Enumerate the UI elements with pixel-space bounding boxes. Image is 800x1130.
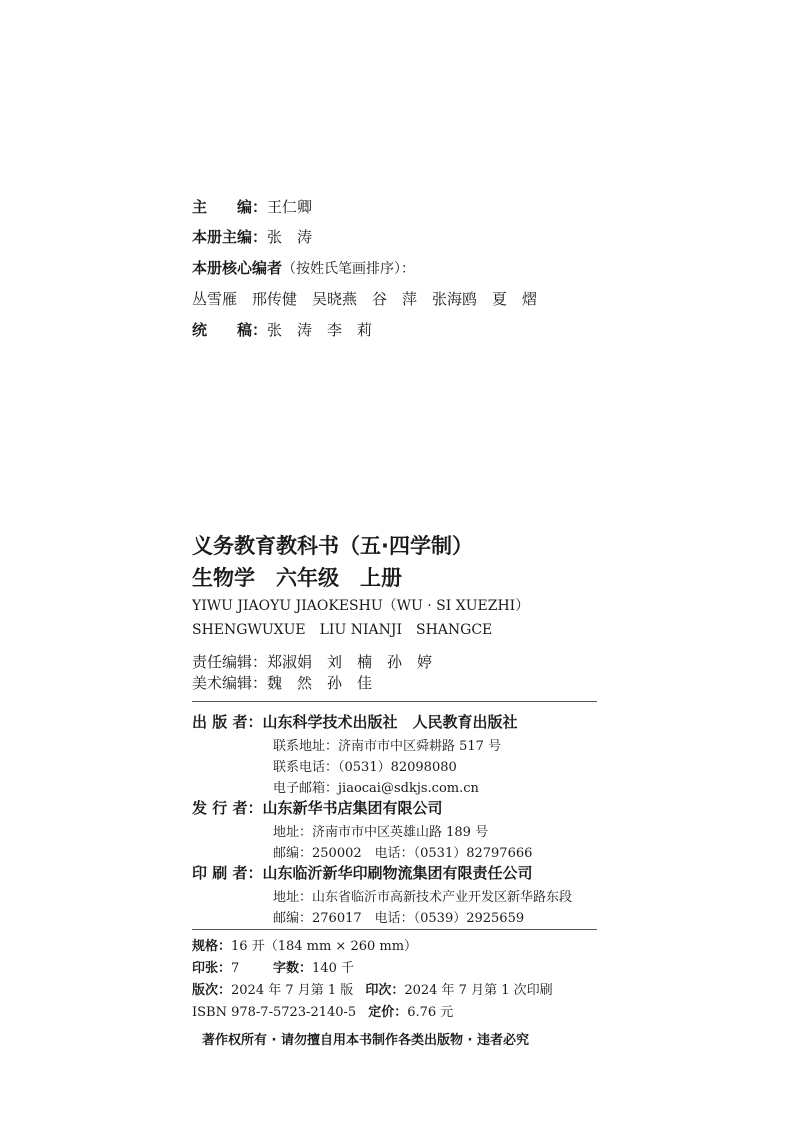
divider-top <box>192 701 597 702</box>
responsible-editor-label: 责任编辑： <box>192 653 268 671</box>
book-title-pinyin: YIWU JIAOYU JIAOKESHU（WU · SI XUEZHI） <box>192 598 530 614</box>
printer-line <box>192 862 532 883</box>
publisher-line <box>192 711 517 732</box>
printing-label: 印次： <box>365 983 405 998</box>
distributor-name: 山东新华书店集团有限公司 <box>262 799 443 817</box>
final-editor-label: 统 稿： <box>192 321 268 339</box>
chief-editor-value: 王仁卿 <box>267 198 313 216</box>
printer-address: 地址：山东省临沂市高新技术产业开发区新华路东段 <box>273 890 573 905</box>
price-label: 定价： <box>368 1005 408 1020</box>
publisher-label: 出 版 者： <box>192 713 263 731</box>
format-label: 规格： <box>192 939 232 954</box>
final-editor-value: 张 涛 李 莉 <box>267 321 373 339</box>
printer-name: 山东临沂新华印刷物流集团有限责任公司 <box>262 864 533 882</box>
chief-editor-label: 主 编： <box>192 198 268 216</box>
volume-chief-editor-label: 本册主编： <box>192 228 268 246</box>
publisher-address: 联系地址：济南市市中区舜耕路 517 号 <box>273 739 502 754</box>
price-value: 6.76 元 <box>407 1005 454 1020</box>
distributor-line <box>192 797 442 818</box>
edition-label: 版次： <box>192 983 232 998</box>
book-subtitle-pinyin: SHENGWUXUE LIU NIANJI SHANGCE <box>192 622 493 638</box>
volume-chief-editor-value: 张 涛 <box>267 228 313 246</box>
final-editor-line <box>192 319 372 340</box>
edition-line <box>192 979 553 998</box>
sheets-words-line <box>192 957 354 976</box>
volume-chief-editor-line <box>192 226 312 247</box>
publisher-name: 山东科学技术出版社 人民教育出版社 <box>262 713 518 731</box>
format-value: 16 开（184 mm × 260 mm） <box>231 939 418 954</box>
book-title-cn: 义务教育教科书（五·四学制） <box>192 534 473 558</box>
publisher-email: 电子邮箱：jiaocai@sdkjs.com.cn <box>273 781 479 796</box>
responsible-editor-line <box>192 651 432 672</box>
responsible-editor-value: 郑淑娟 刘 楠 孙 婷 <box>267 653 433 671</box>
core-editors-heading <box>192 257 415 278</box>
art-editor-line <box>192 672 372 693</box>
core-editors-note: （按姓氏笔画排序）： <box>282 261 416 277</box>
art-editor-label: 美术编辑： <box>192 674 268 692</box>
publisher-phone: 联系电话：（0531）82098080 <box>273 760 457 775</box>
core-editors-label: 本册核心编者 <box>192 259 283 277</box>
book-subtitle-cn: 生物学 六年级 上册 <box>192 566 402 590</box>
edition-value: 2024 年 7 月第 1 版 <box>231 983 354 998</box>
chief-editor-line <box>192 196 312 217</box>
sheets-value: 7 <box>231 961 240 976</box>
distributor-postal-phone: 邮编：250002 电话：（0531）82797666 <box>273 846 533 861</box>
art-editor-value: 魏 然 孙 佳 <box>267 674 373 692</box>
sheets-label: 印张： <box>192 961 232 976</box>
divider-bottom <box>192 929 597 930</box>
copyright-notice: 著作权所有 · 请勿擅自用本书制作各类出版物 · 违者必究 <box>202 1033 529 1048</box>
distributor-label: 发 行 者： <box>192 799 263 817</box>
words-value: 140 千 <box>312 961 354 976</box>
isbn: ISBN 978-7-5723-2140-5 <box>192 1005 357 1020</box>
printer-label: 印 刷 者： <box>192 864 263 882</box>
format-line <box>192 935 417 954</box>
printer-postal-phone: 邮编：276017 电话：（0539）2925659 <box>273 911 525 926</box>
distributor-address: 地址：济南市市中区英雄山路 189 号 <box>273 825 489 840</box>
isbn-price-line <box>192 1001 453 1020</box>
words-label: 字数： <box>273 961 313 976</box>
printing-value: 2024 年 7 月第 1 次印刷 <box>404 983 553 998</box>
core-editors-names: 丛雪雁 邢传健 吴晓燕 谷 萍 张海鸥 夏 熠 <box>192 290 538 308</box>
